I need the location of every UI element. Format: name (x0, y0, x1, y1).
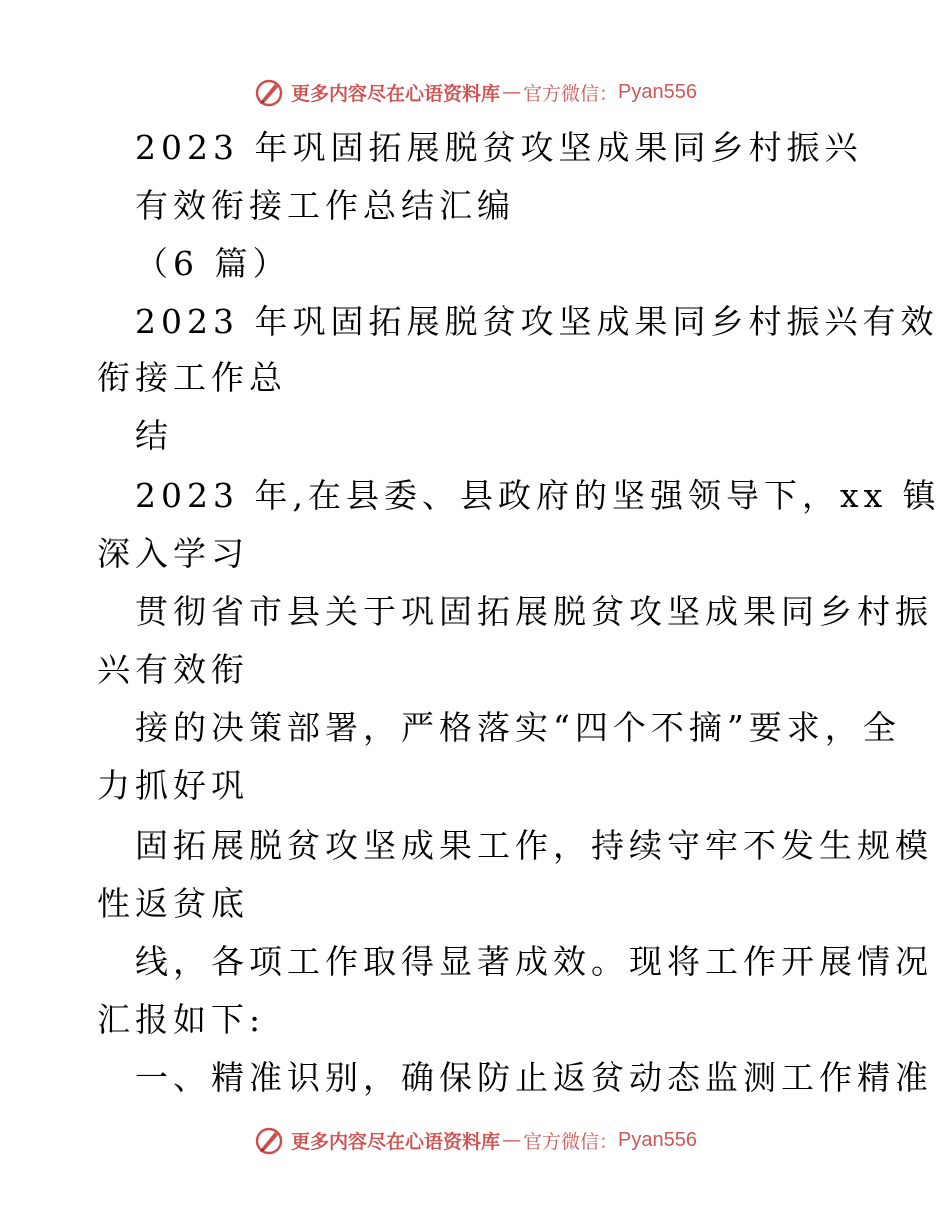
doc-line: 2023 年巩固拓展脱贫攻坚成果同乡村振兴有效 (135, 302, 939, 341)
doc-line: 深入学习 (97, 534, 249, 573)
doc-line: 贯彻省市县关于巩固拓展脱贫攻坚成果同乡村振 (135, 592, 933, 631)
doc-line: 接的决策部署，严格落实“四个不摘”要求，全 (135, 708, 901, 747)
doc-line: 固拓展脱贫攻坚成果工作，持续守牢不发生规模 (135, 826, 933, 865)
doc-title-count: （6 篇） (135, 244, 291, 283)
doc-line: 2023 年,在县委、县政府的坚强领导下，xx 镇 (135, 476, 941, 515)
watermark-wechat-id: Pyan556 (618, 1128, 697, 1151)
watermark-separator: — (502, 81, 522, 103)
watermark-site-text: 更多内容尽在心语资料库 (291, 82, 501, 105)
doc-line: 性返贫底 (97, 884, 249, 923)
watermark-separator: — (502, 1129, 522, 1151)
doc-title-line-2: 有效衔接工作总结汇编 (135, 186, 515, 225)
watermark-official-label: 官方微信： (523, 1130, 619, 1153)
doc-line: 结 (135, 416, 173, 455)
watermark-wechat-id: Pyan556 (618, 80, 697, 103)
watermark-official-label: 官方微信： (523, 82, 619, 105)
watermark-banner-bottom (0, 1120, 950, 1160)
watermark-site-text: 更多内容尽在心语资料库 (291, 1130, 501, 1153)
quill-pen-logo-icon (253, 76, 285, 108)
doc-line: 力抓好巩 (97, 766, 249, 805)
watermark-banner-top (0, 72, 950, 112)
doc-line: 衔接工作总 (97, 358, 287, 397)
doc-line: 线，各项工作取得显著成效。现将工作开展情况 (135, 942, 933, 981)
doc-title-line-1: 2023 年巩固拓展脱贫攻坚成果同乡村振兴 (135, 128, 863, 167)
doc-line: 一、精准识别，确保防止返贫动态监测工作精准 (135, 1058, 933, 1097)
doc-line: 汇报如下: (97, 1000, 266, 1039)
quill-pen-logo-icon (253, 1124, 285, 1156)
doc-line: 兴有效衔 (97, 650, 249, 689)
